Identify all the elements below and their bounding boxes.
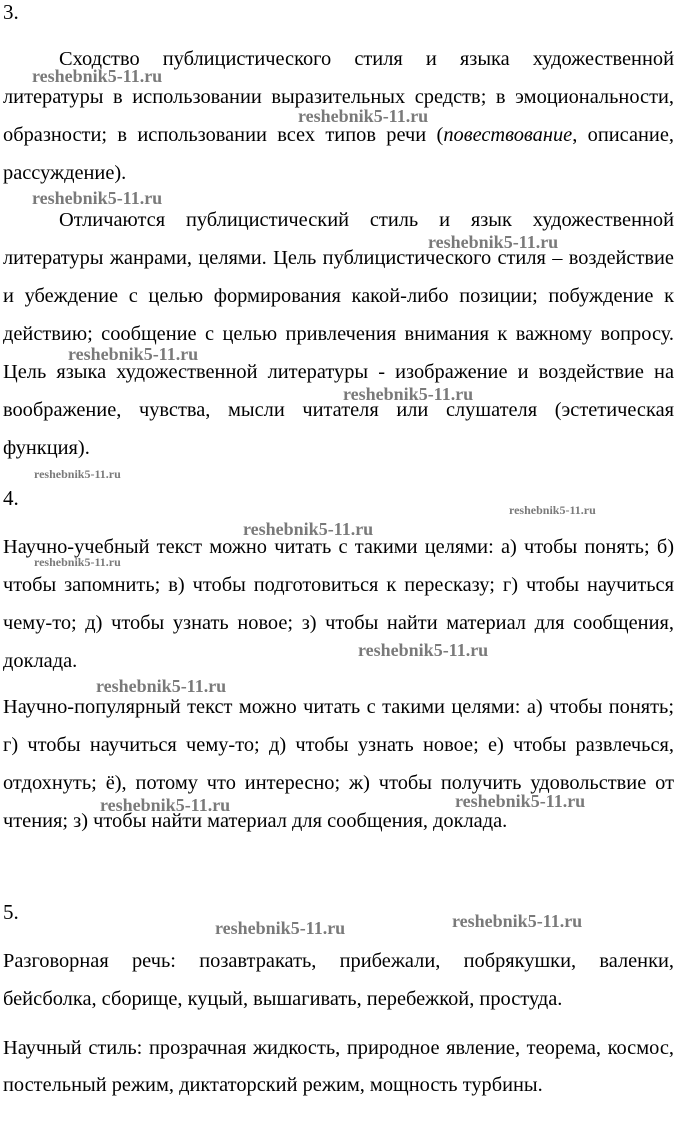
section-number-5: 5.	[3, 900, 19, 924]
watermark: reshebnik5-11.ru	[455, 791, 586, 811]
section-5-paragraph-1: Разговорная речь: позавтракать, прибежали, побрякушки, валенки, бейсболка, сборище, куцый, вышагивать, перебежкой, простуда.	[3, 950, 674, 1010]
watermark: reshebnik5-11.ru	[358, 640, 489, 660]
watermark: reshebnik5-11.ru	[32, 66, 163, 86]
section-4-paragraph-1: Научно-учебный текст можно читать с такими целями: а) чтобы понять; б) чтобы запомнить; в) чтобы подготовиться к пересказу; г) чтобы научиться чему-то; д) чтобы узнать новое; з) чтобы найти материал для сообщения, доклада.	[3, 536, 674, 672]
watermark: reshebnik5-11.ru	[68, 344, 199, 364]
section-number-3: 3.	[3, 0, 19, 24]
section-5-paragraph-2: Научный стиль: прозрачная жидкость, природное явление, теорема, космос, постельный режим, диктаторский режим, мощность турбины.	[3, 1037, 674, 1096]
section-3-italic-term: повествование	[443, 124, 573, 146]
watermark: reshebnik5-11.ru	[34, 467, 121, 481]
watermark: reshebnik5-11.ru	[100, 795, 231, 815]
section-3-paragraph-1	[3, 40, 674, 192]
watermark: reshebnik5-11.ru	[452, 911, 583, 931]
watermark: reshebnik5-11.ru	[243, 519, 374, 539]
section-3-paragraph-2: Отличаются публицистический стиль и язык художественной литературы жанрами, целями. Цель публицистического стиля – воздействие и убеждение с целью формирования какой-либо позиции; побуждение к действию; сообщение с целью привлечения внимания к важному вопросу. Цель языка художественной литературы - изображение и воздействие на воображение, чувства, мысли читателя или слушателя (эстетическая функция).	[3, 209, 674, 459]
watermark: reshebnik5-11.ru	[343, 384, 474, 404]
watermark: reshebnik5-11.ru	[509, 503, 596, 517]
watermark: reshebnik5-11.ru	[96, 676, 227, 696]
watermark: reshebnik5-11.ru	[215, 918, 346, 938]
watermark: reshebnik5-11.ru	[34, 555, 121, 569]
section-3-paragraph-1-text: Сходство публицистического стиля и языка художественной литературы в использовании выразительных средств; в эмоциональности, образности; в использовании всех типов речи (	[3, 48, 674, 146]
section-number-4: 4.	[3, 486, 19, 510]
section-3-paragraph-1-end: , описание, рассуждение).	[3, 124, 674, 184]
watermark: reshebnik5-11.ru	[428, 232, 559, 252]
watermark: reshebnik5-11.ru	[298, 106, 429, 126]
section-4-paragraph-2: Научно-популярный текст можно читать с такими целями: а) чтобы понять; г) чтобы научиться чему-то; д) чтобы узнать новое; е) чтобы развлечься, отдохнуть; ё), потому что интересно; ж) чтобы получить удовольствие от чтения; з) чтобы найти материал для сообщения, доклада.	[3, 696, 674, 832]
watermark: reshebnik5-11.ru	[32, 188, 163, 208]
